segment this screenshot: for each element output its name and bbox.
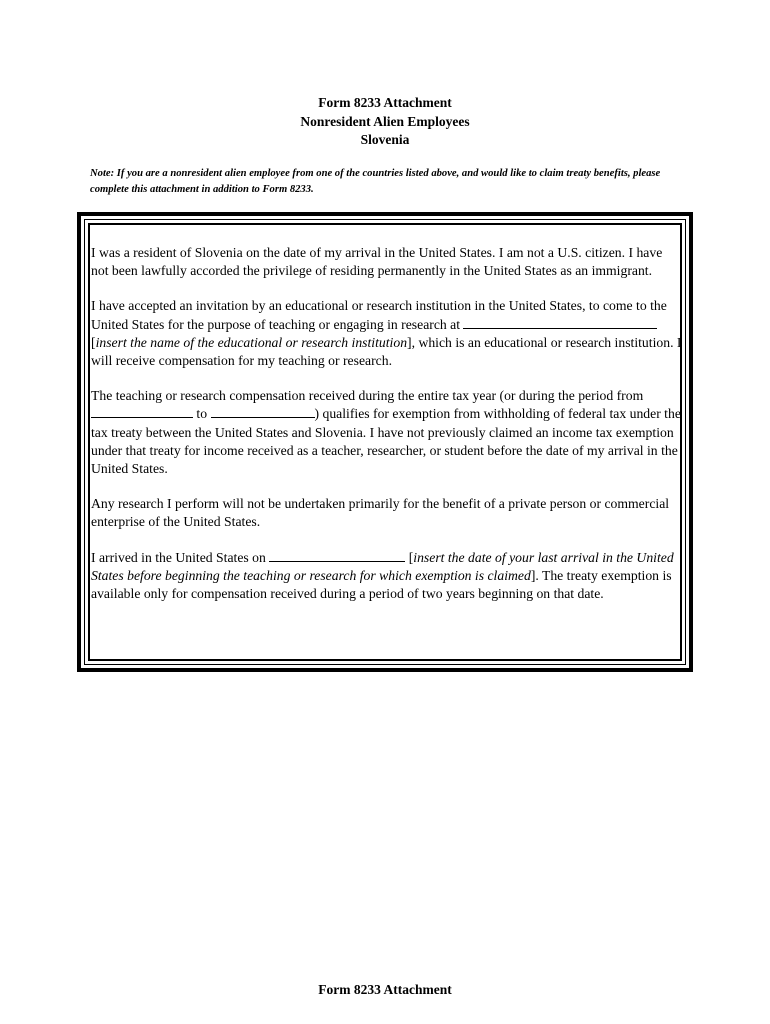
invitation-text: I have accepted an invitation by an educational or research institution in the United States, to come to the United States for the purpose of teaching or engaging in research at [91,298,667,332]
invitation-text-end: ], which is an educational or research institution. I will receive compensation for my teaching or research. [91,334,682,369]
arrival-date-field[interactable] [269,549,405,562]
form-subtitle: Nonresident Alien Employees [300,113,470,129]
period-to-label: to [193,406,211,422]
compensation-text: The teaching or research compensation received during the entire tax year (or during the period from [91,388,644,404]
arrival-instruction: insert the date of your last arrival in the United States before beginning the teaching or research for which exemption is claimed [91,549,674,583]
research-text: Any research I perform will not be undertaken primarily for the benefit of a private person or commercial enterprise of the United States. [91,496,670,530]
form-header [0,94,770,150]
research-paragraph [91,495,683,531]
institution-instruction: insert the name of the educational or research institution [95,334,408,350]
page-footer: Form 8233 Attachment [318,982,452,997]
compensation-paragraph [91,387,683,478]
residency-text: I was a resident of Slovenia on the date of my arrival in the United States. I am not a U.S. citizen. I have not been lawfully accorded the privilege of residing permanently in the United States as an immigrant. [91,245,663,279]
invitation-paragraph [91,297,683,370]
institution-name-field[interactable] [463,316,657,329]
arrival-text-end: ]. The treaty exemption is available only for compensation received during a period of two years beginning on that date. [91,567,672,602]
invitation-bracket-open: [ [91,334,96,350]
arrival-bracket-open: [ [405,549,414,565]
note-text: Note: If you are a nonresident alien employee from one of the countries listed above, and would like to claim treaty benefits, please complete this attachment in addition to Form 8233. [90,168,661,195]
residency-paragraph [91,244,683,280]
country-name: Slovenia [360,132,410,147]
compensation-text-end: ) qualifies for exemption from withholding of federal tax under the tax treaty between the United States and Slovenia. I have not previously claimed an income tax exemption under that treaty for income received as a teacher, researcher, or student before the date of my arrival in the United States. [91,406,681,477]
arrival-paragraph [91,549,683,604]
period-to-field[interactable] [211,405,315,418]
arrival-text: I arrived in the United States on [91,549,270,565]
form-title: Form 8233 Attachment [318,95,452,110]
statement-content [91,244,683,603]
period-from-field[interactable] [91,405,193,418]
